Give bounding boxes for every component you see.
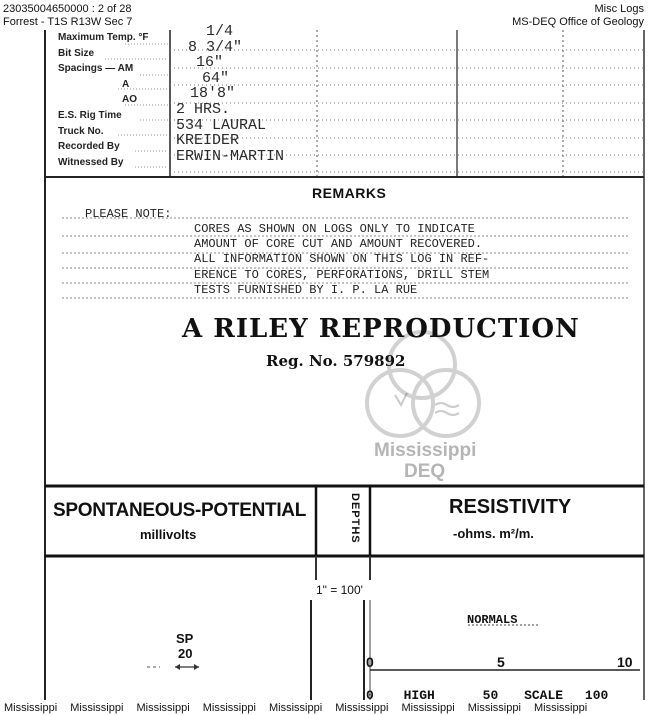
footer-word: Mississippi: [269, 702, 323, 714]
witnessed-by-value: ERWIN-MARTIN: [176, 147, 285, 165]
footer-word: Mississippi: [534, 702, 588, 714]
remarks-line: ERENCE TO CORES, PERFORATIONS, DRILL STEM: [194, 267, 490, 282]
well-info-values: [176, 24, 284, 164]
resistivity-column-unit: -ohms. m²/m.: [453, 526, 534, 541]
sp-column-unit: millivolts: [140, 527, 197, 542]
scale-tick-10: 10: [617, 654, 633, 670]
bit-size-label: Bit Size: [58, 47, 95, 59]
max-temp-value: 1/4: [206, 23, 234, 40]
sp-label: SP: [176, 631, 194, 646]
scale-tick-5: 5: [497, 654, 505, 670]
sp-value: 20: [178, 646, 193, 661]
document-id: 23035004650000 : 2 of 28: [3, 3, 132, 15]
footer-watermark: [0, 701, 648, 715]
registration-number: Reg. No. 579892: [266, 352, 406, 370]
mdeq-logo-watermark: [367, 332, 479, 436]
witnessed-by-label: Witnessed By: [58, 156, 124, 168]
watermark-agency: DEQ: [404, 461, 446, 482]
spacing-ao-label: AO: [122, 94, 137, 106]
bit-size-value: 8 3/4": [188, 38, 243, 56]
remarks-please-note: PLEASE NOTE:: [85, 207, 172, 221]
watermark-state: Mississippi: [374, 440, 477, 461]
spacing-a-label: A: [122, 78, 130, 90]
resistivity-column-title: RESISTIVITY: [449, 496, 572, 518]
footer-word: Mississippi: [202, 702, 256, 714]
rig-time-label: E.S. Rig Time: [58, 109, 122, 121]
well-info-labels: [58, 30, 149, 170]
bottom-scale-50: 50: [482, 688, 499, 701]
spacings-am-label: Spacings — AM: [58, 63, 134, 75]
footer-word: Mississippi: [4, 702, 58, 714]
reproduction-title: A RILEY REPRODUCTION: [182, 314, 580, 344]
office-label: MS-DEQ Office of Geology: [512, 16, 644, 28]
recorded-by-label: Recorded By: [58, 141, 120, 153]
footer-word: Mississippi: [467, 702, 521, 714]
sp-column-title: SPONTANEOUS-POTENTIAL: [53, 500, 307, 521]
remarks-body: [194, 222, 489, 298]
remarks-line: TESTS FURNISHED BY I. P. LA RUE: [194, 282, 418, 297]
spacing-am-value: 16": [196, 54, 224, 72]
normals-label: NORMALS: [467, 613, 518, 627]
remarks-line: AMOUNT OF CORE CUT AND AMOUNT RECOVERED.: [194, 237, 483, 252]
spacing-a-value: 64": [202, 69, 230, 87]
location-label: Forrest - T1S R13W Sec 7: [3, 16, 133, 28]
depths-column-title: DEPTHS: [349, 493, 361, 544]
truck-no-value: 534 LAURAL: [176, 116, 267, 134]
footer-word: Mississippi: [335, 702, 389, 714]
bottom-scale-label: SCALE: [524, 688, 564, 701]
remarks-heading: REMARKS: [312, 185, 387, 201]
footer-word: Mississippi: [136, 702, 190, 714]
bottom-scale-0: 0: [366, 688, 374, 701]
footer-word: Mississippi: [70, 702, 124, 714]
category-label: Misc Logs: [594, 3, 644, 15]
max-temp-label: Maximum Temp. °F: [58, 32, 149, 43]
bottom-scale-100: 100: [584, 688, 609, 701]
remarks-line: CORES AS SHOWN ON LOGS ONLY TO INDICATE: [194, 222, 475, 236]
remarks-line: ALL INFORMATION SHOWN ON THIS LOG IN REF-: [194, 252, 490, 267]
spacing-ao-value: 18'8": [190, 85, 236, 103]
rig-time-value: 2 HRS.: [176, 100, 231, 118]
bottom-scale-high: HIGH: [403, 688, 435, 701]
scale-tick-0: 0: [366, 654, 374, 670]
truck-no-label: Truck No.: [58, 125, 104, 137]
bottom-scale-row: [366, 688, 608, 701]
depth-scale: 1" = 100': [316, 583, 363, 597]
recorded-by-value: KREIDER: [176, 132, 240, 150]
footer-word: Mississippi: [401, 702, 455, 714]
